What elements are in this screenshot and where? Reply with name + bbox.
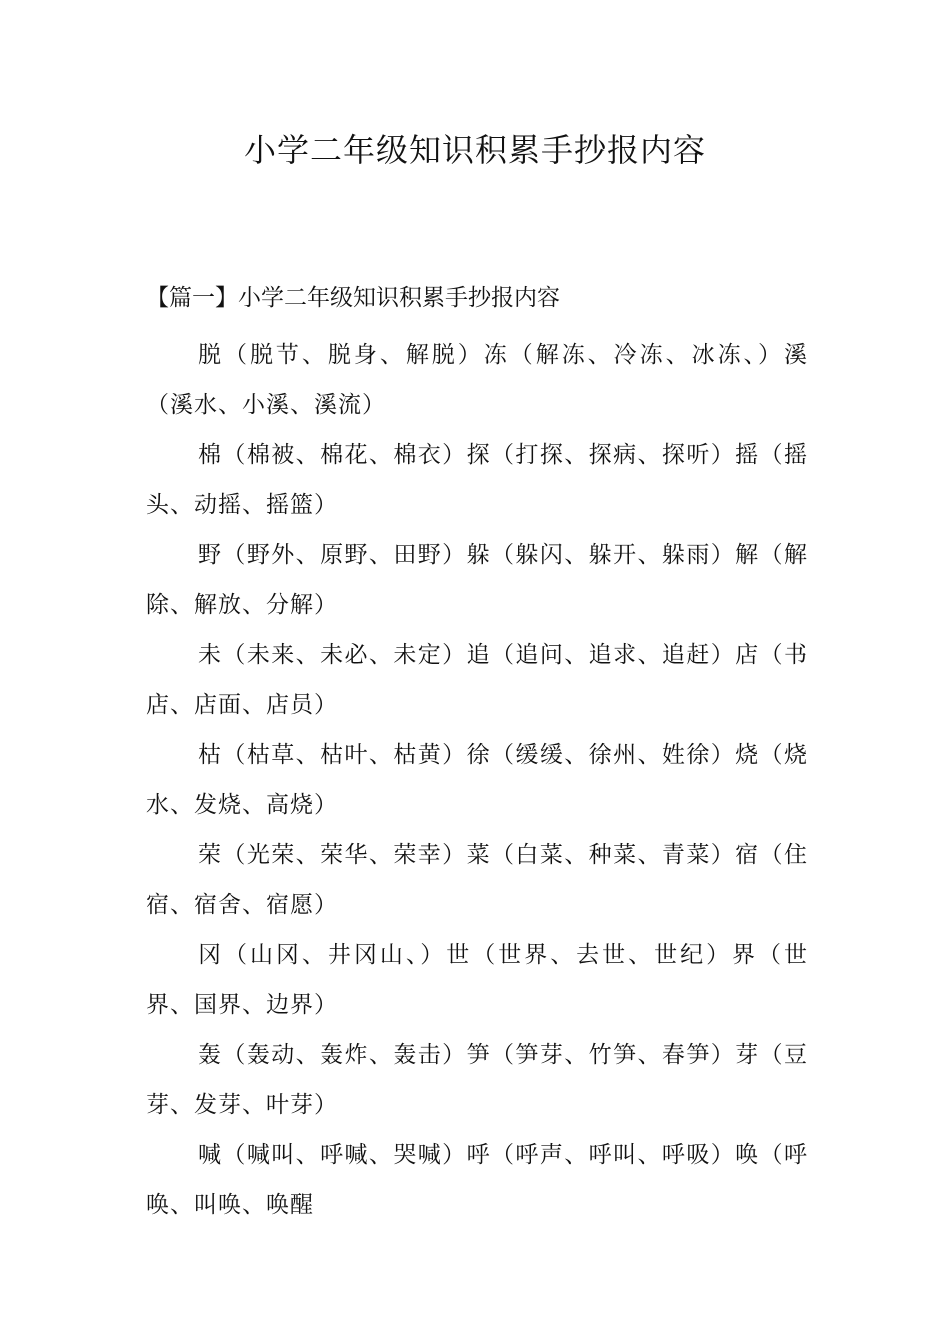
- vocabulary-paragraph: 未（未来、未必、未定）追（追问、追求、追赶）店（书店、店面、店员）: [146, 642, 808, 718]
- document-title: 小学二年级知识积累手抄报内容: [243, 131, 706, 169]
- vocabulary-paragraph: 冈（山冈、井冈山、）世（世界、去世、世纪）界（世界、国界、边界）: [146, 942, 808, 1018]
- section-heading: 【篇一】小学二年级知识积累手抄报内容: [146, 285, 560, 311]
- vocabulary-paragraph: 枯（枯草、枯叶、枯黄）徐（缓缓、徐州、姓徐）烧（烧水、发烧、高烧）: [146, 742, 808, 818]
- vocabulary-paragraph: 轰（轰动、轰炸、轰击）笋（笋芽、竹笋、春笋）芽（豆芽、发芽、叶芽）: [146, 1042, 808, 1118]
- vocabulary-paragraph: 脱（脱节、脱身、解脱）冻（解冻、冷冻、冰冻、）溪（溪水、小溪、溪流）: [146, 342, 808, 418]
- vocabulary-paragraph: 野（野外、原野、田野）躲（躲闪、躲开、躲雨）解（解除、解放、分解）: [146, 542, 808, 618]
- vocabulary-paragraph: 喊（喊叫、呼喊、哭喊）呼（呼声、呼叫、呼吸）唤（呼唤、叫唤、唤醒: [146, 1142, 808, 1218]
- vocabulary-paragraph: 棉（棉被、棉花、棉衣）探（打探、探病、探听）摇（摇头、动摇、摇篮）: [146, 442, 808, 518]
- document-body: [146, 330, 808, 1230]
- vocabulary-paragraph: 荣（光荣、荣华、荣幸）菜（白菜、种菜、青菜）宿（住宿、宿舍、宿愿）: [146, 842, 808, 918]
